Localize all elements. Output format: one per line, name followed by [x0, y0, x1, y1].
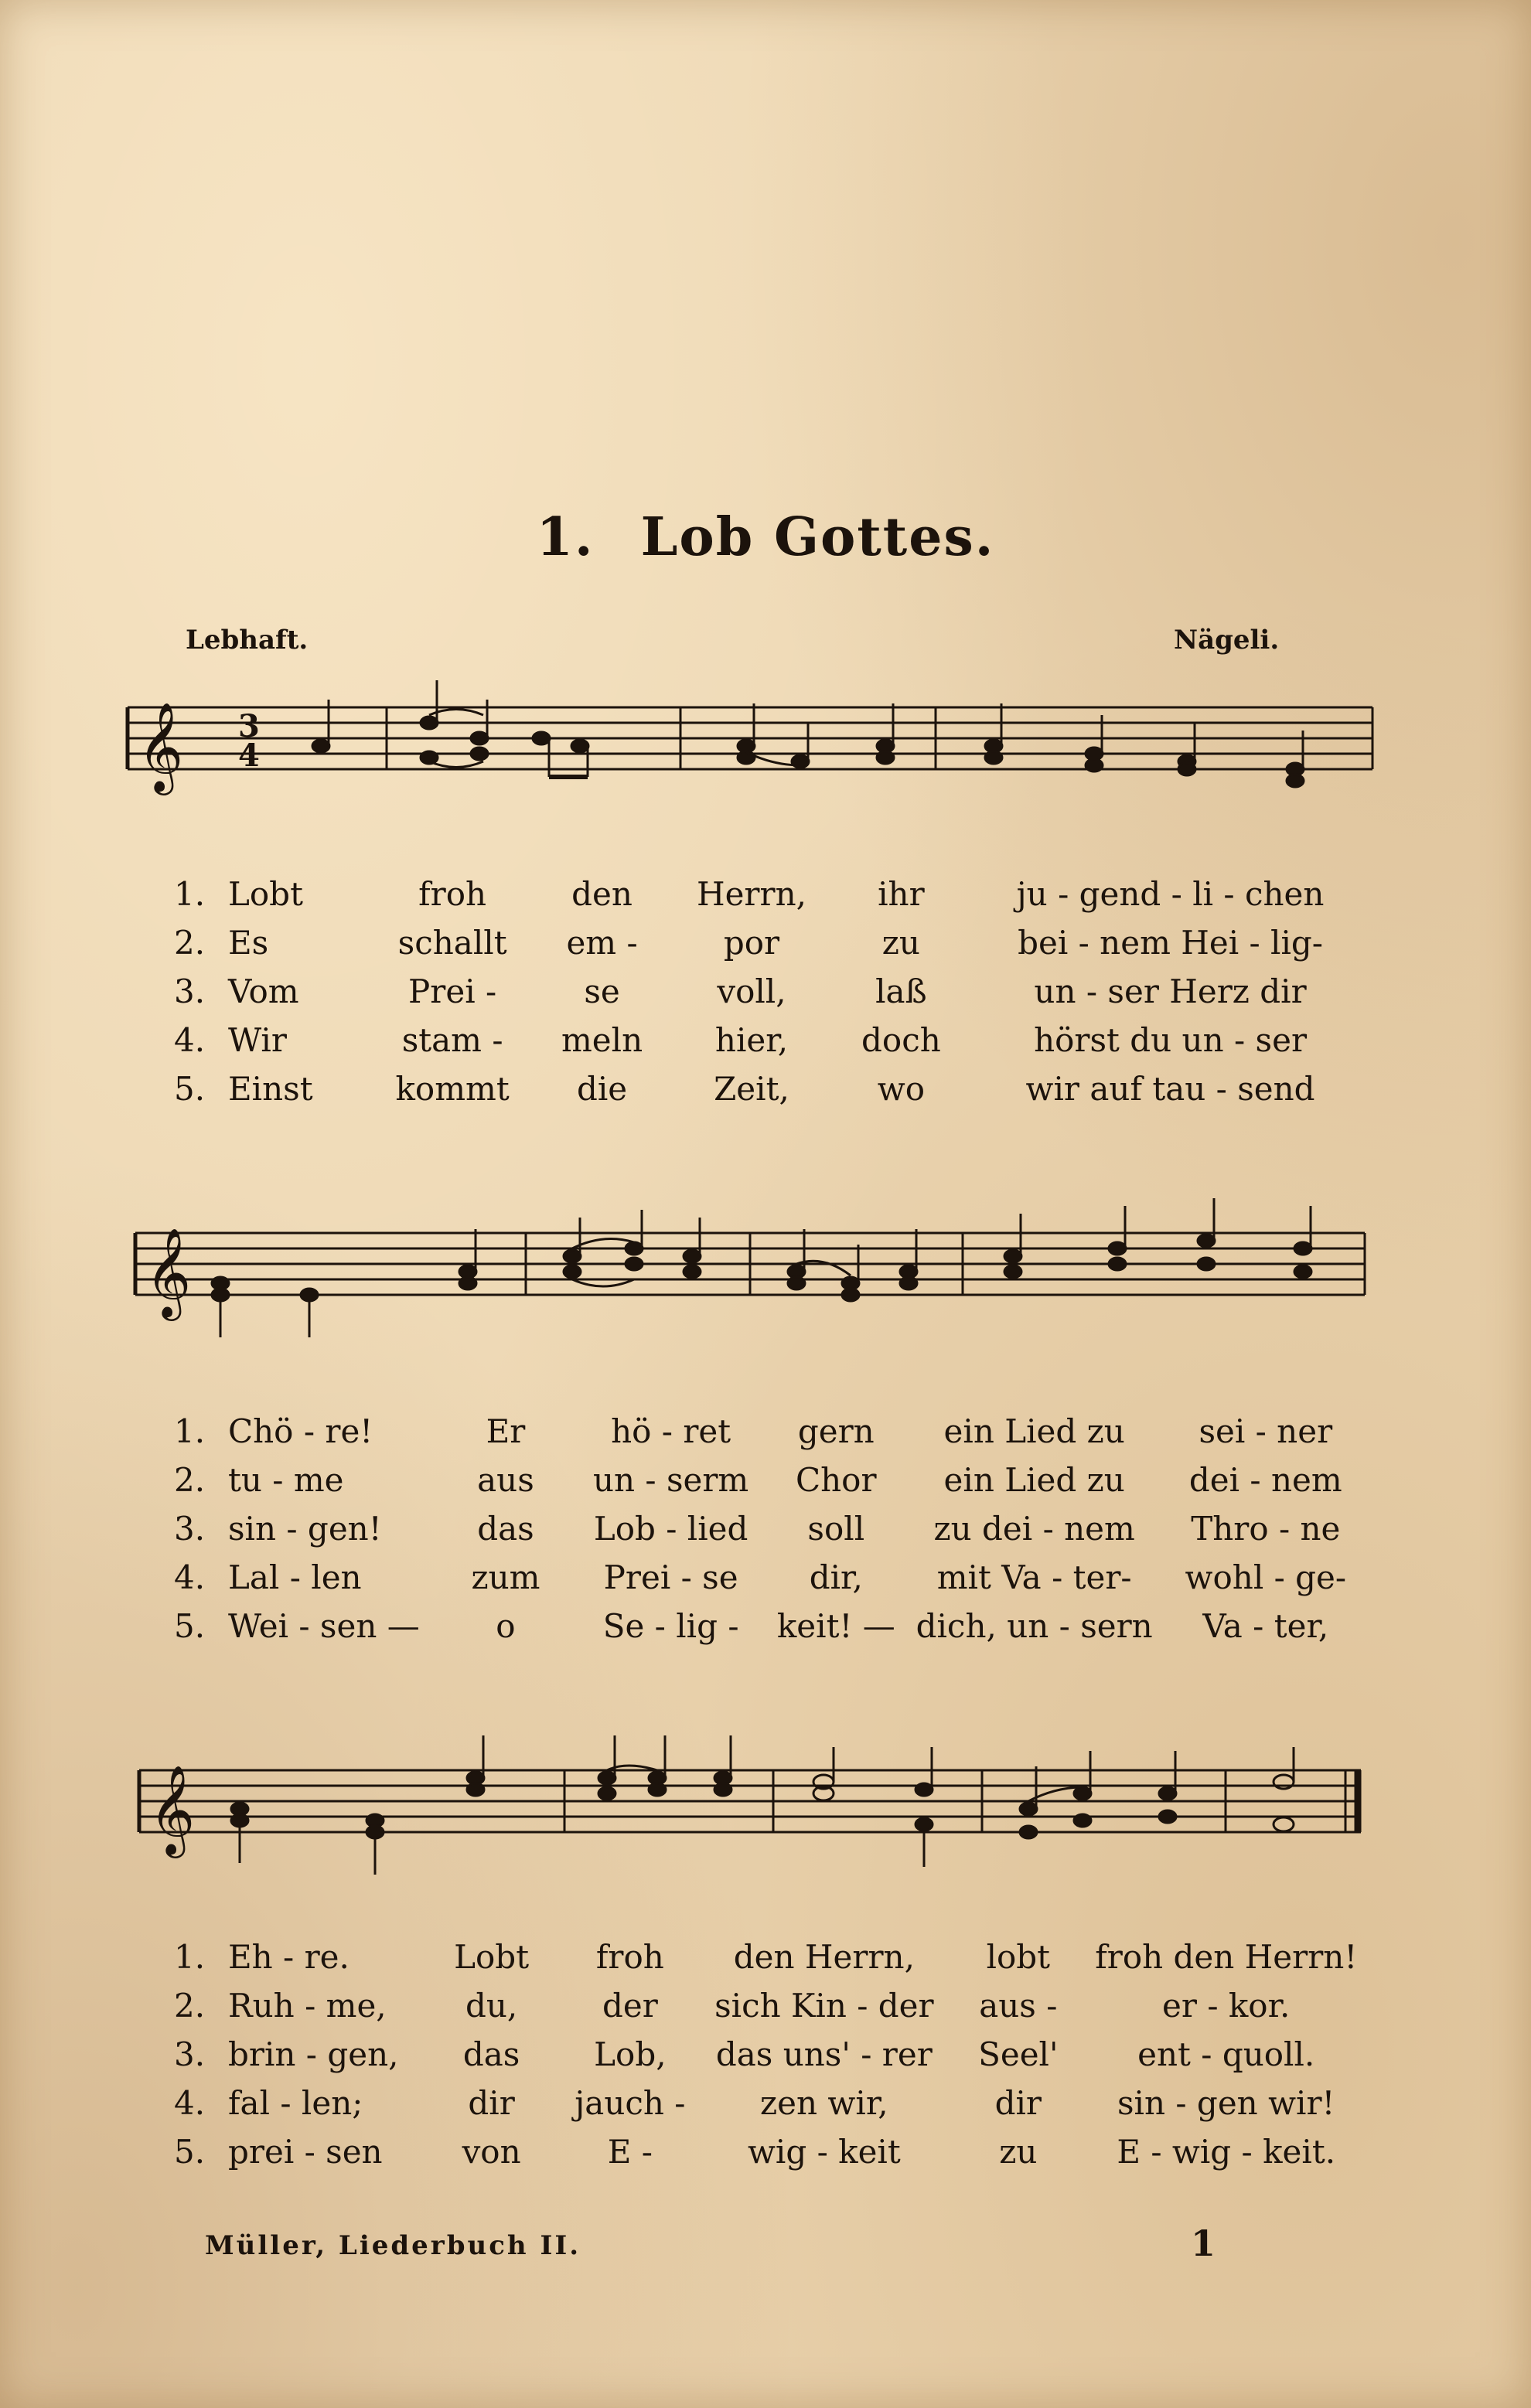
syllable: se — [584, 972, 620, 1010]
verse-line — [174, 1933, 1365, 1981]
syllable: sei - ner — [1199, 1412, 1333, 1450]
syllable: prei - sen — [228, 2133, 383, 2171]
syllable: E - wig - keit. — [1117, 2133, 1336, 2171]
syllable: froh — [418, 875, 487, 913]
syllable: den — [571, 875, 633, 913]
music-staff-2 — [124, 1194, 1392, 1395]
verse-number: 3. — [174, 2035, 206, 2073]
time-signature-top: 3 — [238, 708, 260, 744]
verse-line — [174, 1504, 1365, 1553]
staff-2-svg — [124, 1194, 1392, 1395]
syllable: zu dei - nem — [933, 1510, 1135, 1548]
composer-name: Nägeli. — [1174, 625, 1280, 656]
verse-number: 3. — [174, 972, 206, 1010]
syllable: em - — [566, 924, 638, 962]
syllable: Zeit, — [714, 1070, 789, 1108]
syllable: Es — [228, 924, 269, 962]
syllable: laß — [875, 972, 927, 1010]
verse-number: 1. — [174, 1412, 206, 1450]
syllable: soll — [807, 1510, 865, 1548]
note-head — [312, 740, 329, 752]
syllable: schallt — [397, 924, 507, 962]
syllable: Prei - — [408, 972, 497, 1010]
staff-3-svg — [124, 1732, 1392, 1933]
treble-clef-icon: 𝄞 — [149, 1764, 196, 1855]
syllable: du, — [465, 1987, 518, 2025]
tempo-marking: Lebhaft. — [186, 625, 309, 656]
syllable: Se - lig - — [602, 1607, 739, 1645]
syllable: wo — [877, 1070, 926, 1108]
syllable: froh den Herrn! — [1095, 1938, 1358, 1976]
syllable: Lob, — [594, 2035, 667, 2073]
book-reference: Müller, Liederbuch II. — [205, 2230, 581, 2261]
syllable: por — [723, 924, 780, 962]
syllable: Lob - lied — [593, 1510, 748, 1548]
syllable: keit! — — [776, 1607, 895, 1645]
syllable: wir auf tau - send — [1025, 1070, 1315, 1108]
syllable: stam - — [401, 1021, 503, 1059]
syllable: ein Lied zu — [943, 1412, 1125, 1450]
verse-number: 1. — [174, 875, 206, 913]
syllable: zum — [471, 1558, 540, 1596]
verse-number: 4. — [174, 1558, 206, 1596]
treble-clef-icon: 𝄞 — [145, 1227, 192, 1317]
verse-number: 3. — [174, 1510, 206, 1548]
syllable: sich Kin - der — [714, 1987, 934, 2025]
syllable: die — [576, 1070, 628, 1108]
syllable: Wir — [228, 1021, 287, 1059]
verse-number: 5. — [174, 1070, 206, 1108]
verse-line — [174, 2079, 1365, 2127]
page-number: 1 — [1191, 2222, 1216, 2264]
verse-line — [174, 1981, 1365, 2030]
verse-block-1 — [174, 870, 1365, 1113]
note-head — [421, 717, 438, 729]
syllable: brin - gen, — [228, 2035, 399, 2073]
syllable: Seel' — [978, 2035, 1059, 2073]
verse-number: 2. — [174, 1987, 206, 2025]
verse-block-3 — [174, 1933, 1365, 2176]
syllable: gern — [797, 1412, 875, 1450]
syllable: der — [602, 1987, 658, 2025]
syllable: un - ser Herz dir — [1034, 972, 1307, 1010]
syllable: dei - nem — [1188, 1461, 1342, 1499]
verse-line — [174, 1016, 1365, 1064]
syllable: Lobt — [454, 1938, 530, 1976]
syllable: froh — [595, 1938, 664, 1976]
syllable: voll, — [717, 972, 786, 1010]
verse-number: 4. — [174, 2084, 206, 2122]
syllable: kommt — [395, 1070, 510, 1108]
verse-line — [174, 2030, 1365, 2079]
syllable: sin - gen wir! — [1117, 2084, 1335, 2122]
syllable: wig - keit — [747, 2133, 901, 2171]
verse-line — [174, 1064, 1365, 1113]
syllable: Chö - re! — [228, 1412, 373, 1450]
syllable: er - kor. — [1162, 1987, 1291, 2025]
verse-line — [174, 1407, 1365, 1456]
syllable: ent - quoll. — [1137, 2035, 1315, 2073]
verse-line — [174, 870, 1365, 918]
syllable: Wei - sen — — [228, 1607, 420, 1645]
syllable: aus — [477, 1461, 534, 1499]
verse-block-2 — [174, 1407, 1365, 1650]
syllable: dich, un - sern — [916, 1607, 1153, 1645]
verse-line — [174, 1602, 1365, 1650]
syllable: dir — [994, 2084, 1042, 2122]
syllable: tu - me — [228, 1461, 344, 1499]
syllable: ju - gend - li - chen — [1016, 875, 1325, 913]
syllable: Va - ter, — [1202, 1607, 1329, 1645]
staff-1-svg — [124, 669, 1392, 870]
syllable: meln — [561, 1021, 643, 1059]
syllable: das — [462, 2035, 520, 2073]
syllable: jauch - — [575, 2084, 686, 2122]
syllable: Lal - len — [228, 1558, 362, 1596]
verse-line — [174, 2127, 1365, 2176]
syllable: E - — [607, 2133, 653, 2171]
syllable: zu — [881, 924, 920, 962]
hymn-title-line — [0, 506, 1531, 568]
syllable: von — [462, 2133, 521, 2171]
music-staff-3 — [124, 1732, 1392, 1933]
syllable: Er — [486, 1412, 526, 1450]
verse-number: 1. — [174, 1938, 206, 1976]
syllable: Lobt — [228, 875, 303, 913]
syllable: dir — [468, 2084, 515, 2122]
syllable: Vom — [228, 972, 299, 1010]
syllable: ihr — [878, 875, 925, 913]
verse-line — [174, 918, 1365, 967]
verse-number: 4. — [174, 1021, 206, 1059]
syllable: o — [496, 1607, 516, 1645]
syllable: ein Lied zu — [943, 1461, 1125, 1499]
syllable: dir, — [809, 1558, 863, 1596]
verse-number: 5. — [174, 1607, 206, 1645]
syllable: Thro - ne — [1191, 1510, 1341, 1548]
hymn-number: 1. — [536, 506, 595, 568]
verse-number: 2. — [174, 1461, 206, 1499]
syllable: hö - ret — [611, 1412, 731, 1450]
syllable: doch — [861, 1021, 941, 1059]
verse-number: 2. — [174, 924, 206, 962]
syllable: zu — [999, 2133, 1038, 2171]
syllable: Einst — [228, 1070, 313, 1108]
syllable: mit Va - ter- — [936, 1558, 1132, 1596]
syllable: un - serm — [592, 1461, 749, 1499]
syllable: hörst du un - ser — [1034, 1021, 1308, 1059]
treble-clef-icon: 𝄞 — [138, 701, 184, 792]
syllable: lobt — [986, 1938, 1051, 1976]
syllable: sin - gen! — [228, 1510, 382, 1548]
syllable: fal - len; — [228, 2084, 363, 2122]
verse-line — [174, 967, 1365, 1016]
verse-line — [174, 1456, 1365, 1504]
syllable: Ruh - me, — [228, 1987, 387, 2025]
syllable: aus - — [979, 1987, 1058, 2025]
hymn-title: Lob Gottes. — [640, 506, 995, 568]
syllable: Herrn, — [696, 875, 806, 913]
syllable: den Herrn, — [733, 1938, 915, 1976]
syllable: Eh - re. — [228, 1938, 350, 1976]
syllable: zen wir, — [760, 2084, 888, 2122]
syllable: Chor — [796, 1461, 877, 1499]
syllable: das uns' - rer — [715, 2035, 933, 2073]
verse-line — [174, 1553, 1365, 1602]
syllable: hier, — [714, 1021, 789, 1059]
syllable: wohl - ge- — [1185, 1558, 1347, 1596]
syllable: das — [477, 1510, 534, 1548]
verse-number: 5. — [174, 2133, 206, 2171]
syllable: Prei - se — [603, 1558, 738, 1596]
syllable: bei - nem Hei - lig- — [1018, 924, 1323, 962]
time-signature-bottom: 4 — [238, 737, 260, 774]
music-staff-1 — [124, 669, 1392, 870]
